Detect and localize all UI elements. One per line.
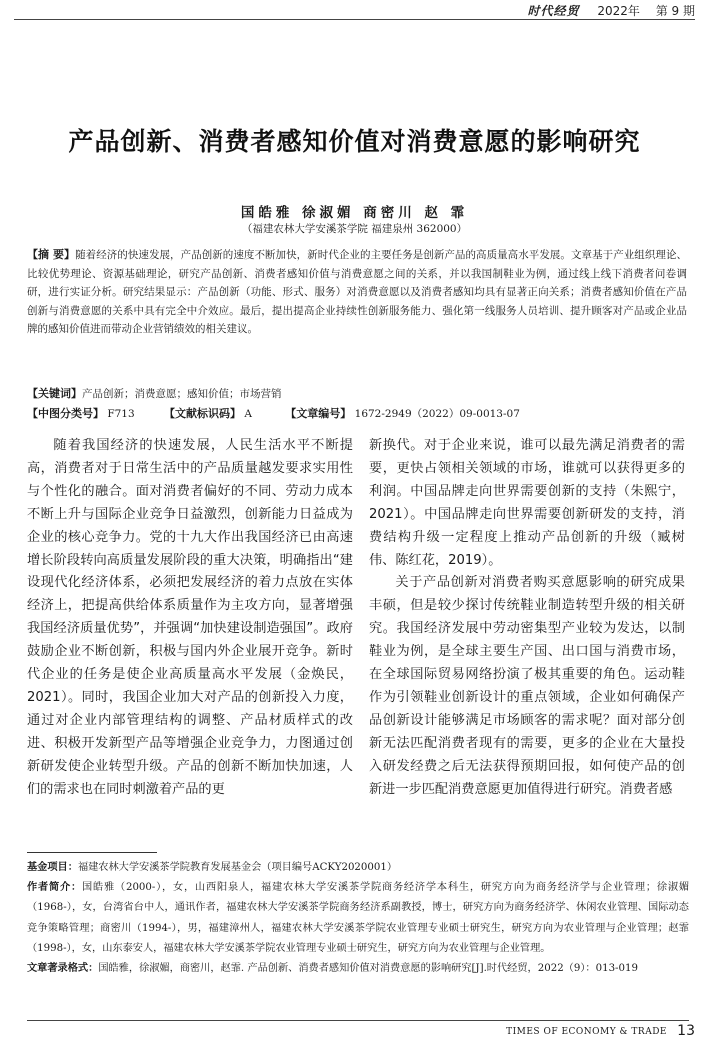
author-note (27, 878, 689, 959)
footnote-rule (27, 852, 157, 853)
affiliation: （福建农林大学安溪茶学院 福建泉州 362000） (241, 223, 468, 235)
article-title: 产品创新、消费者感知价值对消费意愿的影响研究 (68, 127, 641, 156)
body-paragraph: 随着我国经济的快速发展，人民生活水平不断提高，消费者对于日常生活中的产品质量越发要求实用性与个性化的融合。面对消费者偏好的不同、劳动力成本不断上升与国际企业竞争日益激烈，创新能力日益成为企业的核心竞争力。党的十九大作出我国经济已由高速增长阶段转向高质量发展阶段的重大决策，明确指出“建设现代化经济体系，必须把发展经济的着力点放在实体经济上，把提高供给体系质量作为主攻方向，显著增强我国经济质量优势”，并强调“加快建设制造强国”。政府鼓励企业不断创新，积极与国内外企业展开竞争。新时代企业的任务是使企业高质量高水平发展（金焕民，2021）。同时，我国企业加大对产品的创新投入力度，通过对企业内部管理结构的调整、产品材质样式的改进、积极开发新型产品等增强企业竞争力，力图通过创新研发使企业转型升级。产品的创新不断加快加速，人们的需求也在同时刺激着产品的更 (27, 438, 353, 797)
author-list: 国皓雅 徐淑媚 商密川 赵 霏 (240, 205, 469, 221)
fund-label: 基金项目： (27, 862, 78, 873)
fund-text: 福建农林大学安溪茶学院教育发展基金会（项目编号ACKY2020001） (77, 862, 398, 873)
fund-note (27, 858, 689, 878)
doc-code-label: 【文献标识码】 (164, 407, 242, 420)
header-rule (14, 19, 695, 20)
citation-note (27, 959, 689, 979)
citation-text: 国皓雅，徐淑媚，商密川，赵霏. 产品创新、消费者感知价值对消费意愿的影响研究[J].时代经贸，2022（9）：013-019 (98, 963, 638, 975)
footer-rule (27, 1020, 689, 1021)
keywords (27, 385, 282, 401)
citation-label: 文章著录格式： (27, 963, 99, 975)
footer-journal: TIMES OF ECONOMY & TRADE (506, 1027, 667, 1037)
body-paragraph: 新换代。对于企业来说，谁可以最先满足消费者的需要，更快占领相关领域的市场，谁就可以获得更多的利润。中国品牌走向世界需要创新的支持（朱熙宁，2021）。中国品牌走向世界需要创新研发的支持，消费结构升级一定程度上推动产品创新的升级（臧树伟、陈红花，2019）。 (369, 438, 685, 568)
keywords-text: 产品创新；消费意愿；感知价值；市场营销 (82, 388, 282, 400)
body-column-left (27, 435, 353, 802)
classification-line (27, 405, 520, 421)
journal-year: 2022年 (597, 4, 640, 18)
abstract-label: 【摘 要】 (27, 248, 76, 261)
page-number: 13 (677, 1023, 695, 1039)
body-column-right (369, 435, 685, 802)
body-paragraph: 关于产品创新对消费者购买意愿影响的研究成果丰硕，但是较少探讨传统鞋业制造转型升级的相关研究。我国经济发展中劳动密集型产业较为发达，以制鞋业为例，是全球主要生产国、出口国与消费市场，在全球国际贸易网络扮演了极其重要的角色。运动鞋作为引领鞋业创新设计的重点领域，企业如何确保产品创新设计能够满足市场顾客的需求呢？面对部分创新无法匹配消费者现有的需要，更多的企业在大量投入研发经费之后无法获得预期回报，如何使产品的创新进一步匹配消费意愿更加值得进行研究。消费者感 (369, 575, 685, 797)
author-bio-label: 作者简介： (27, 882, 82, 894)
abstract (27, 246, 687, 339)
journal-name: 时代经贸 (527, 4, 580, 18)
author-bio-text: 国皓雅（2000-），女，山西阳泉人，福建农林大学安溪茶学院商务经济学本科生，研究方向为商务经济学与企业管理；徐淑媚（1968-），女，台湾省台中人，通讯作者，福建农林大学安溪茶学院商务经济系副教授，博士，研究方向为商务经济学、休闲农业管理、国际动态竞争策略管理；商密川（1994-），男，福建漳州人，福建农林大学安溪茶学院农业管理专业硕士研究生，研究方向为农业管理与企业管理；赵霏（1998-），女，山东泰安人，福建农林大学安溪茶学院农业管理专业硕士研究生，研究方向为农业管理与企业管理。 (27, 882, 690, 954)
clc-value: F713 (107, 408, 135, 420)
footnotes (27, 858, 689, 979)
article-number-value: 1672-2949（2022）09-0013-07 (354, 408, 520, 420)
clc-label: 【中图分类号】 (27, 407, 104, 420)
journal-issue: 第 9 期 (655, 4, 695, 18)
keywords-label: 【关键词】 (27, 387, 82, 400)
abstract-text: 随着经济的快速发展，产品创新的速度不断加快，新时代企业的主要任务是创新产品的高质量高水平发展。文章基于产业组织理论、比较优势理论、资源基础理论，研究产品创新、消费者感知价值与消费意愿之间的关系，并以我国制鞋业为例，通过线上线下消费者问卷调研，进行实证分析。研究结果显示：产品创新（功能、形式、服务）对消费意愿以及消费者感知均具有显著正向关系；消费者感知价值在产品创新与消费意愿的关系中具有完全中介效应。最后，提出提高企业持续性创新服务能力、强化第一线服务人员培训、提升顾客对产品或企业品牌的感知价值进而带动企业营销绩效的相关建议。 (27, 249, 687, 336)
running-header (528, 2, 695, 19)
doc-code-value: A (244, 408, 252, 420)
article-number-label: 【文章编号】 (285, 407, 352, 420)
